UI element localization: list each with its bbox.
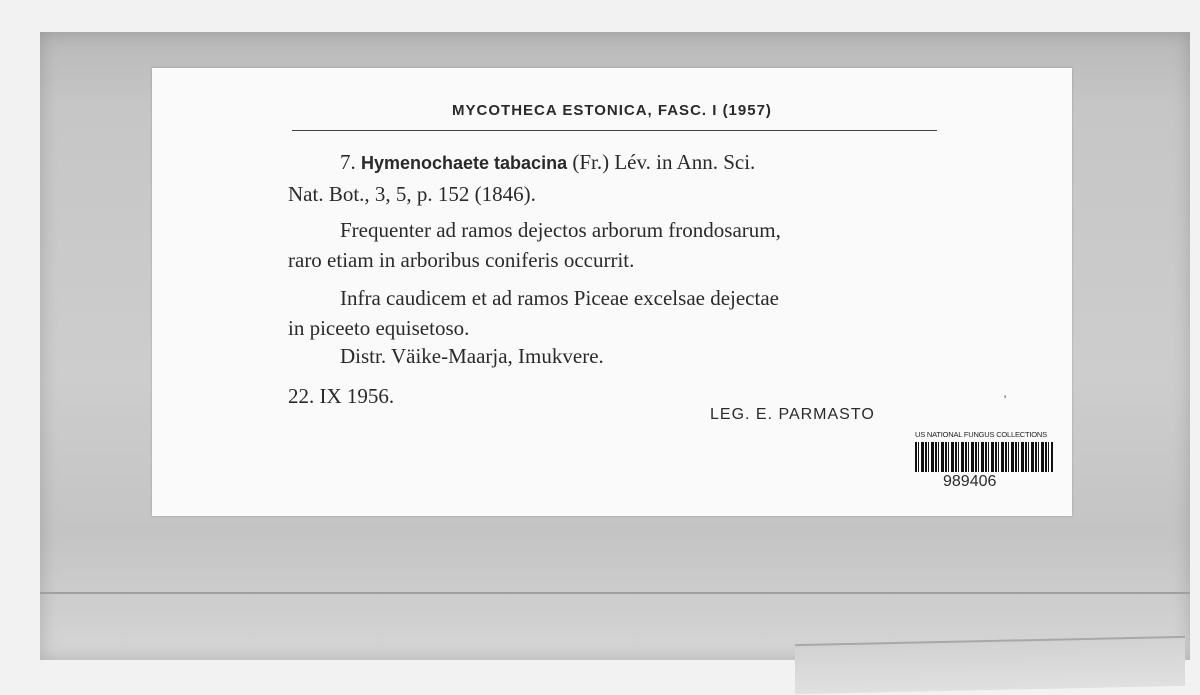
collector-name: LEG. E. PARMASTO <box>710 406 875 423</box>
barcode-bars <box>915 442 1053 472</box>
species-name: Hymenochaete tabacina <box>361 153 568 173</box>
label-header: MYCOTHECA ESTONICA, FASC. I (1957) <box>452 102 772 119</box>
locality-line-2: in piceeto equisetoso. <box>288 316 470 340</box>
locality-line-1: Infra caudicem et ad ramos Piceae excelsae dejectae <box>340 286 779 310</box>
barcode-number: 989406 <box>943 473 997 490</box>
specimen-label <box>152 68 1072 516</box>
packet-fold <box>795 636 1185 694</box>
header-rule <box>292 130 937 131</box>
species-line <box>340 150 755 175</box>
entry-number: 7. <box>340 150 356 174</box>
habitat-line-1: Frequenter ad ramos dejectos arborum frondosarum, <box>340 218 781 242</box>
district-line: Distr. Väike-Maarja, Imukvere. <box>340 344 604 368</box>
collection-date: 22. IX 1956. <box>288 384 395 408</box>
stray-mark: ' <box>1004 392 1007 406</box>
barcode-caption: US NATIONAL FUNGUS COLLECTIONS <box>915 430 1047 439</box>
habitat-line-2: raro etiam in arboribus coniferis occurrit. <box>288 248 635 272</box>
citation-line-1: (Fr.) Lév. in Ann. Sci. <box>572 150 756 174</box>
barcode-block <box>915 430 1065 491</box>
citation-line-2: Nat. Bot., 3, 5, p. 152 (1846). <box>288 182 536 206</box>
